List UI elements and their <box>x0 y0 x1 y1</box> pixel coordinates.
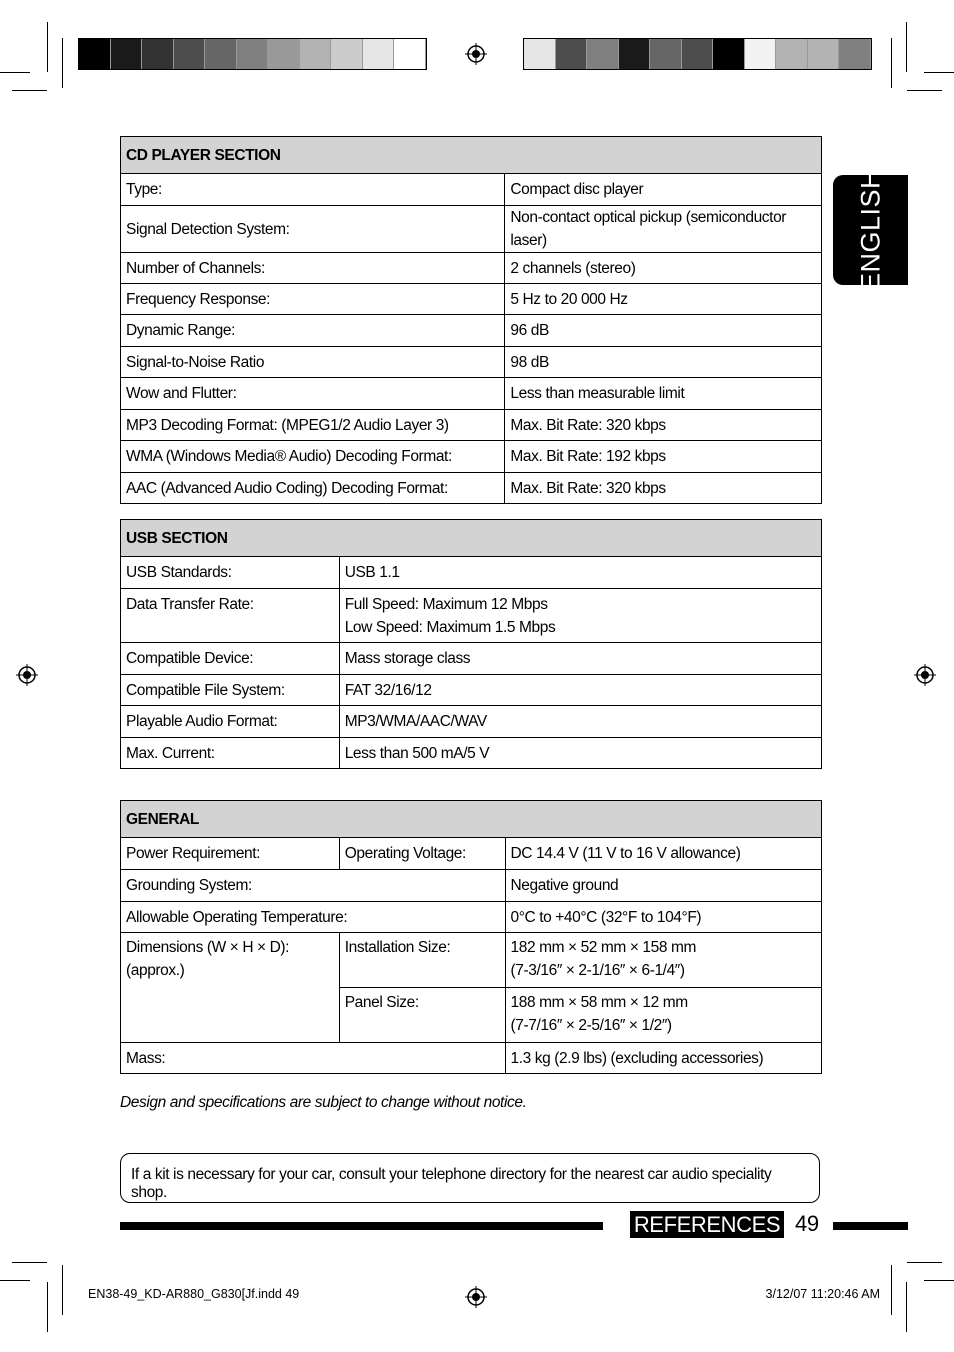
spec-value: Low Speed: Maximum 1.5 Mbps <box>344 619 556 636</box>
color-swatch <box>682 39 714 69</box>
spec-label: USB Standards: <box>121 557 340 589</box>
spec-label: Type: <box>121 174 505 206</box>
section-rule <box>120 1222 603 1230</box>
spec-value: Max. Bit Rate: 320 kbps <box>505 473 822 504</box>
spec-value: 96 dB <box>505 315 822 347</box>
crop-mark <box>906 1282 907 1332</box>
color-swatch <box>556 39 588 69</box>
spec-label: Compatible File System: <box>121 675 340 706</box>
color-bar-left <box>78 38 427 70</box>
spec-value: 188 mm × 58 mm × 12 mm <box>510 994 688 1011</box>
color-swatch <box>111 39 143 69</box>
spec-value: Compact disc player <box>505 174 822 206</box>
spec-label: Power Requirement: <box>121 838 340 870</box>
spec-value: 98 dB <box>505 347 822 378</box>
spec-value: DC 14.4 V (11 V to 16 V allowance) <box>505 838 821 870</box>
spec-value: Max. Bit Rate: 192 kbps <box>505 441 822 473</box>
language-tab-label: ENGLISH <box>855 168 885 292</box>
spec-value: 0°C to +40°C (32°F to 104°F) <box>505 902 821 933</box>
spec-value: Mass storage class <box>339 643 821 675</box>
color-swatch <box>745 39 777 69</box>
spec-sublabel: Operating Voltage: <box>339 838 505 870</box>
registration-mark-icon <box>16 664 38 686</box>
spec-label: Dynamic Range: <box>121 315 505 347</box>
color-swatch <box>650 39 682 69</box>
spec-value: 182 mm × 52 mm × 158 mm <box>510 939 696 956</box>
spec-value-multiline <box>505 933 821 988</box>
spec-value: Less than 500 mA/5 V <box>339 738 821 769</box>
spec-label: Frequency Response: <box>121 284 505 315</box>
crop-mark <box>907 1262 942 1263</box>
crop-mark <box>924 1280 954 1281</box>
crop-mark <box>47 1282 48 1332</box>
color-swatch <box>808 39 840 69</box>
color-swatch <box>205 39 237 69</box>
color-swatch <box>619 39 651 69</box>
usb-table <box>120 519 822 769</box>
footer-filename: EN38-49_KD-AR880_G830[Jf.indd 49 <box>88 1287 300 1301</box>
spec-value: 1.3 kg (2.9 lbs) (excluding accessories) <box>505 1043 821 1074</box>
color-swatch <box>713 39 745 69</box>
color-swatch <box>839 39 871 69</box>
spec-value: Non-contact optical pickup (semiconductor laser) <box>505 206 822 253</box>
spec-label: Max. Current: <box>121 738 340 769</box>
cd-section-heading: CD PLAYER SECTION <box>121 137 822 174</box>
spec-value: Less than measurable limit <box>505 378 822 410</box>
spec-label: Mass: <box>121 1043 506 1074</box>
spec-value: 5 Hz to 20 000 Hz <box>505 284 822 315</box>
crop-mark <box>47 22 48 72</box>
language-tab <box>833 168 908 292</box>
spec-label: Signal-to-Noise Ratio <box>121 347 505 378</box>
spec-label: Grounding System: <box>121 870 506 902</box>
spec-value-multiline <box>505 988 821 1043</box>
spec-label: Number of Channels: <box>121 253 505 284</box>
spec-value-multiline <box>339 589 821 643</box>
spec-value: Negative ground <box>505 870 821 902</box>
registration-mark-icon <box>465 43 487 65</box>
spec-value: USB 1.1 <box>339 557 821 589</box>
crop-mark <box>906 22 907 72</box>
crop-mark <box>924 72 954 73</box>
spec-value: (7-3/16″ × 2-1/16″ × 6-1/4″) <box>510 962 685 979</box>
specification-note: Design and specifications are subject to change without notice. <box>120 1094 527 1111</box>
color-swatch <box>300 39 332 69</box>
spec-label: AAC (Advanced Audio Coding) Decoding Format: <box>121 473 505 504</box>
spec-label: Allowable Operating Temperature: <box>121 902 506 933</box>
crop-mark <box>0 72 30 73</box>
spec-value: Max. Bit Rate: 320 kbps <box>505 410 822 441</box>
color-swatch <box>524 39 556 69</box>
color-swatch <box>79 39 111 69</box>
spec-label: WMA (Windows Media® Audio) Decoding Format: <box>121 441 505 473</box>
crop-mark <box>12 90 47 91</box>
spec-label: (approx.) <box>126 962 185 979</box>
spec-label: Compatible Device: <box>121 643 340 675</box>
color-swatch <box>174 39 206 69</box>
color-swatch <box>394 39 426 69</box>
dimensions-label-cell <box>121 933 340 1043</box>
general-section-heading: GENERAL <box>121 801 822 838</box>
usb-section-heading: USB SECTION <box>121 520 822 557</box>
color-swatch <box>776 39 808 69</box>
crop-mark <box>891 38 892 88</box>
color-bar-right <box>523 38 872 70</box>
color-swatch <box>237 39 269 69</box>
registration-mark-icon <box>914 664 936 686</box>
crop-mark <box>12 1262 47 1263</box>
spec-label: Signal Detection System: <box>121 206 505 253</box>
spec-value: MP3/WMA/AAC/WAV <box>339 706 821 738</box>
spec-label: Wow and Flutter: <box>121 378 505 410</box>
crop-mark <box>62 38 63 88</box>
spec-label: MP3 Decoding Format: (MPEG1/2 Audio Layer 3) <box>121 410 505 441</box>
crop-mark <box>907 90 942 91</box>
crop-mark <box>62 1265 63 1315</box>
color-swatch <box>142 39 174 69</box>
cd-player-table <box>120 136 822 504</box>
kit-notice-text: If a kit is necessary for your car, consult your telephone directory for the nearest car audio speciality shop. <box>131 1166 772 1201</box>
spec-label: Playable Audio Format: <box>121 706 340 738</box>
section-label <box>630 1211 784 1238</box>
footer-timestamp: 3/12/07 11:20:46 AM <box>765 1287 880 1301</box>
spec-value: (7-7/16″ × 2-5/16″ × 1/2″) <box>510 1017 672 1034</box>
spec-sublabel: Installation Size: <box>339 933 505 988</box>
color-swatch <box>587 39 619 69</box>
color-swatch <box>331 39 363 69</box>
color-swatch <box>363 39 395 69</box>
spec-sublabel: Panel Size: <box>339 988 505 1043</box>
spec-label: Dimensions (W × H × D): <box>126 939 290 956</box>
crop-mark <box>891 1265 892 1315</box>
kit-notice-box <box>120 1153 820 1203</box>
section-rule <box>833 1222 908 1230</box>
registration-mark-icon <box>465 1286 487 1308</box>
spec-value: FAT 32/16/12 <box>339 675 821 706</box>
spec-label: Data Transfer Rate: <box>121 589 340 643</box>
section-label-text: REFERENCES <box>633 1211 781 1237</box>
color-swatch <box>268 39 300 69</box>
general-table <box>120 800 822 1074</box>
page-number: 49 <box>795 1211 819 1236</box>
spec-value: Full Speed: Maximum 12 Mbps <box>344 596 548 613</box>
crop-mark <box>0 1280 30 1281</box>
spec-value: 2 channels (stereo) <box>505 253 822 284</box>
